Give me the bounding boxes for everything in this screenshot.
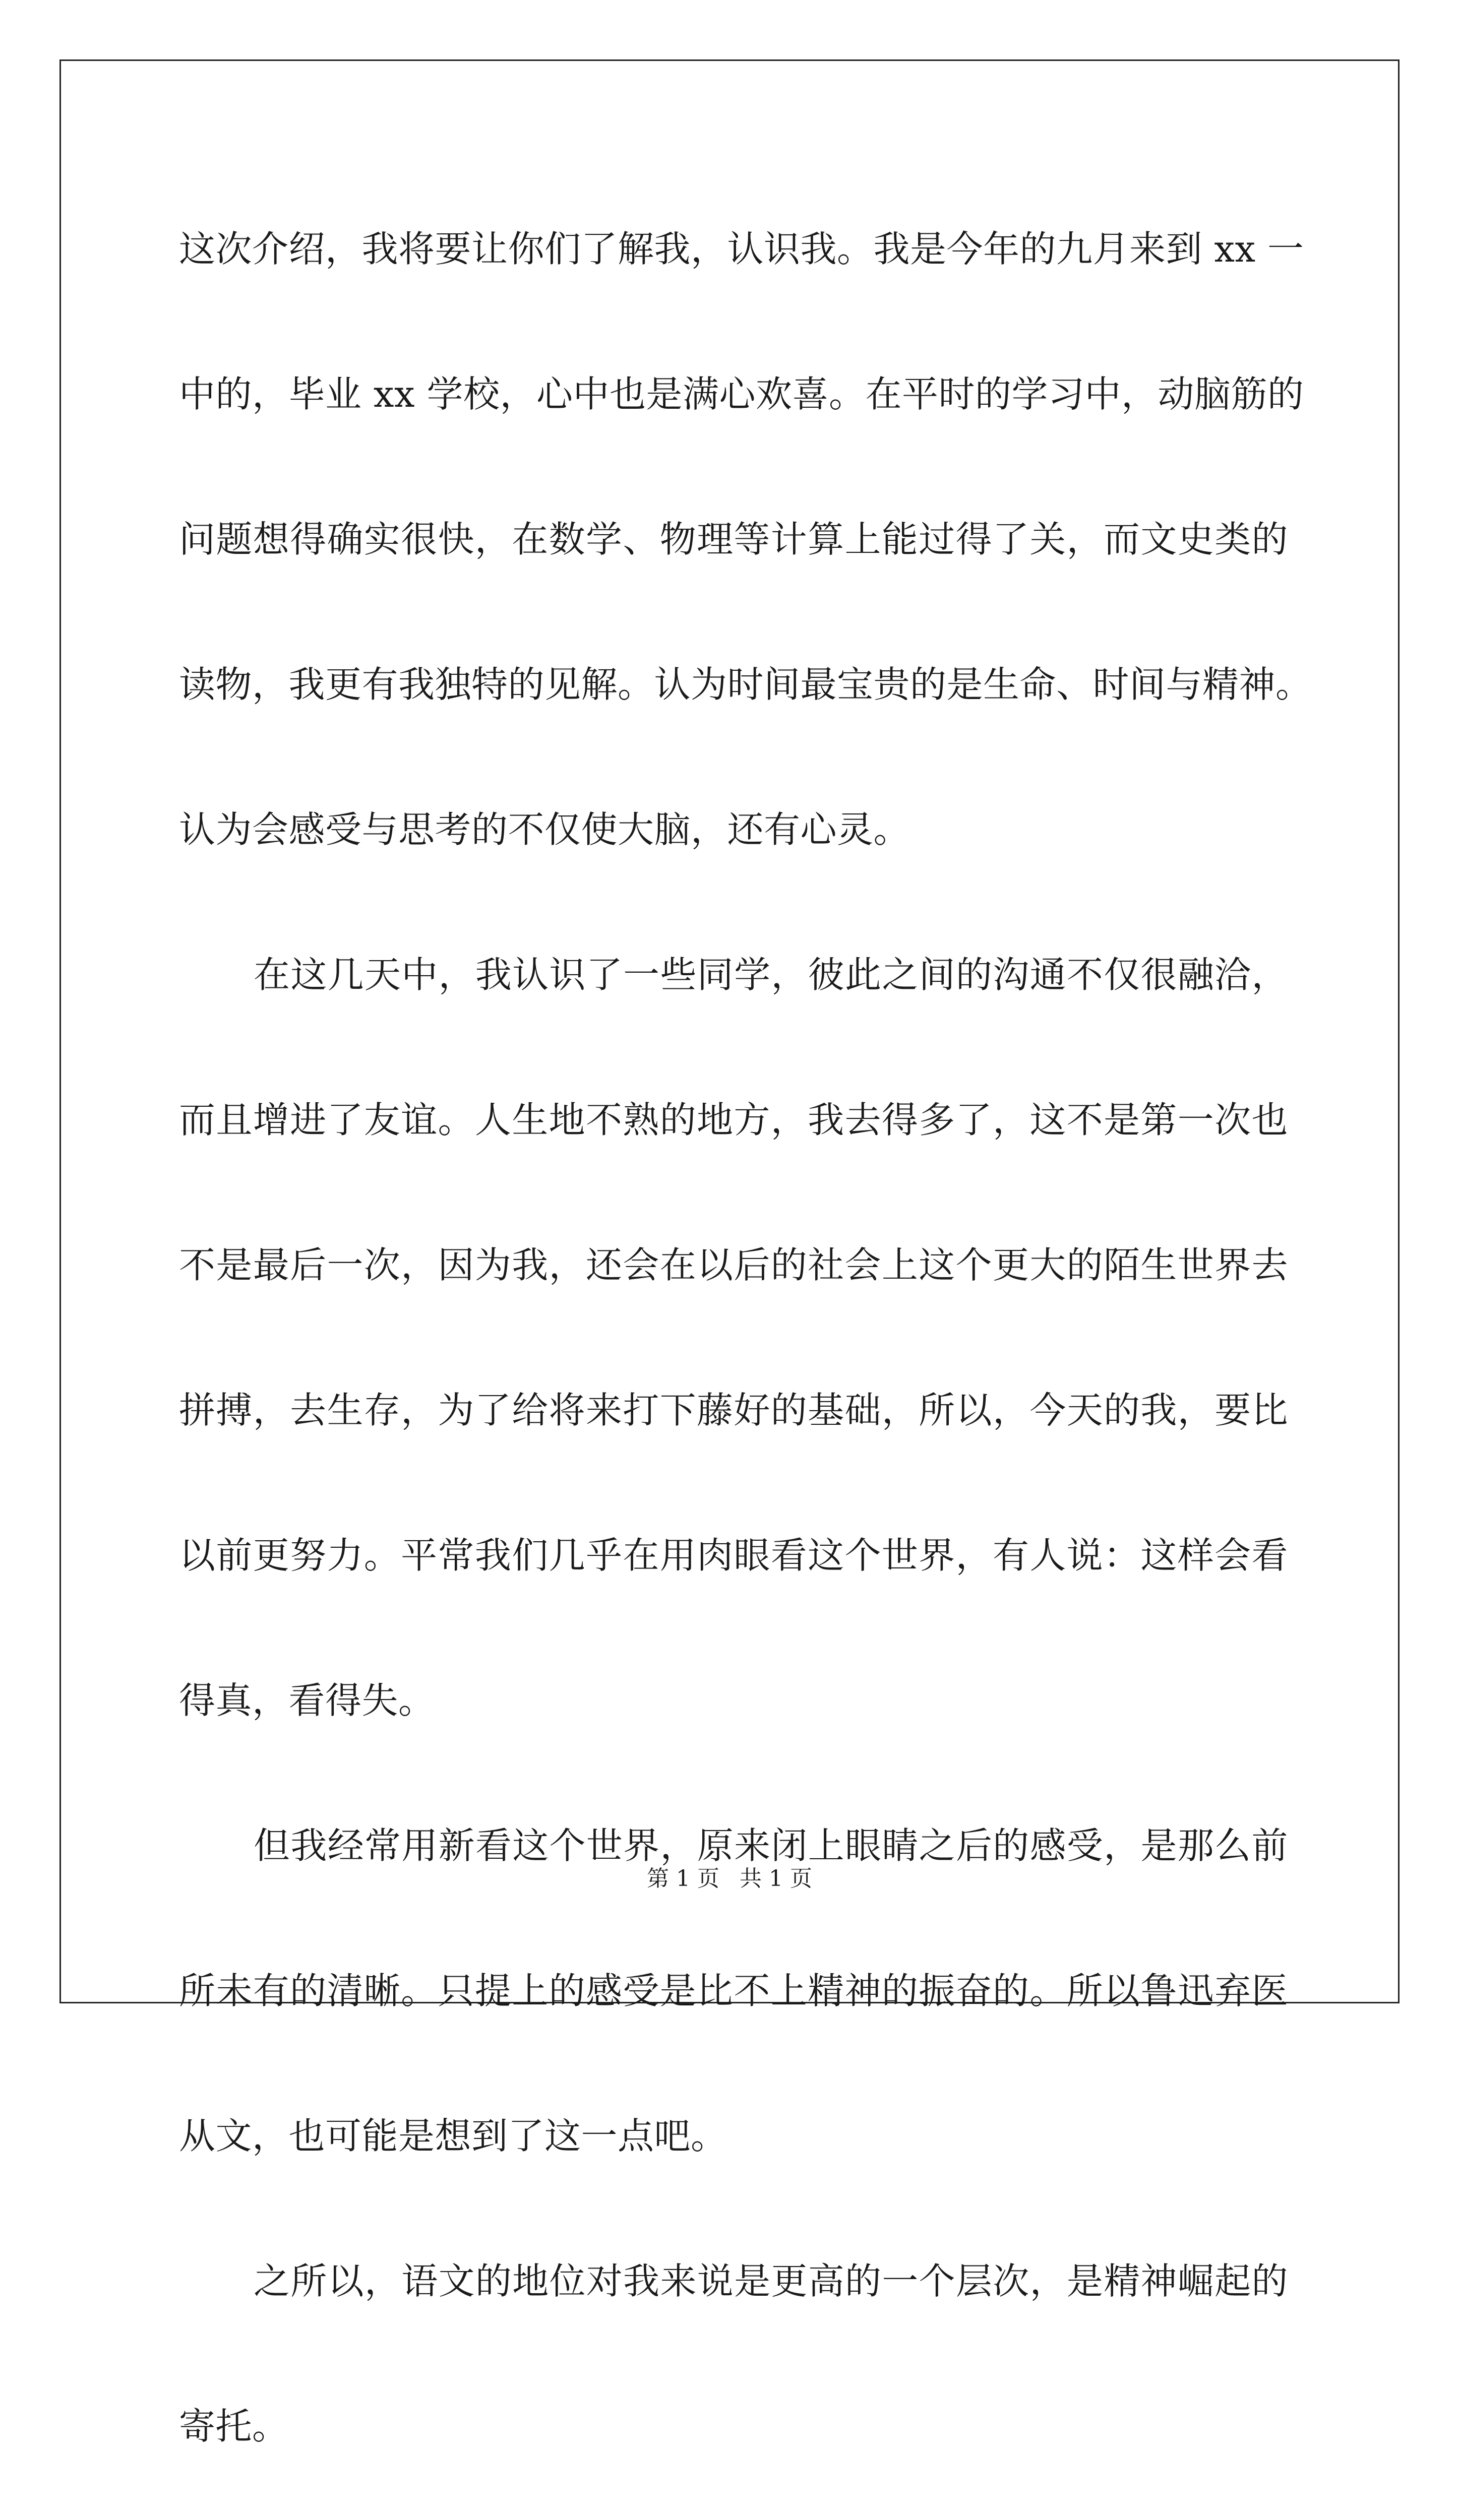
text-line: 这次介绍，我将要让你们了解我，认识我。我是今年的九月来到 xx 一 [179, 228, 1304, 270]
text-line: 但我经常用新看这个世界，原来闭上眼睛之后的感受，是那么前 [254, 1824, 1288, 1867]
text-line: 从文，也可能是想到了这一点吧。 [179, 2115, 727, 2157]
page-total: 共 1 页 [740, 1866, 812, 1892]
text-line: 而且增进了友谊。人生地不熟的地方，我去得多了，这不是第一次也 [179, 1099, 1288, 1141]
text-line: 寄托。 [179, 2405, 289, 2447]
text-line: 认为会感受与思考的不仅使大脑，还有心灵。 [179, 808, 910, 851]
text-line: 所未有的清晰。只提上的感受是比不上精神的振奋的。所以鲁迅弃医 [179, 1970, 1288, 2012]
text-line: 不是最后一次，因为我，还会在以后的社会上这个更大的陌生世界去 [179, 1244, 1288, 1286]
text-line: 得真，看得失。 [179, 1679, 435, 1722]
text-line: 拼搏，去生存，为了给将来打下藤好的基础，所以，今天的我，要比 [179, 1389, 1288, 1431]
document-body [179, 176, 1312, 2520]
text-line: 中的，毕业 xx 学校，心中也是满心欢喜。在平时的学习中，动脑筋的 [179, 373, 1304, 415]
text-line: 读物，我更有我独特的见解。认为时间最宝贵的是生命、时间与精神。 [179, 663, 1312, 706]
text-line: 以前更努力。平常我们几乎在用肉眼看这个世界，有人说：这样会看 [179, 1534, 1288, 1577]
text-line: 之所以，语文的地位对我来说是更高的一个层次，是精神崛起的 [254, 2260, 1288, 2302]
page-number: 第 1 页 [647, 1866, 719, 1892]
text-line: 在这几天中，我认识了一些同学，彼此之间的沟通不仅很融洽， [254, 954, 1288, 996]
text-line [179, 2499, 1288, 2520]
text-line: 问题想得确实很快，在数学、物理等计算上能过得了关，而文史类的 [179, 518, 1288, 560]
page-footer [0, 1864, 1459, 1894]
